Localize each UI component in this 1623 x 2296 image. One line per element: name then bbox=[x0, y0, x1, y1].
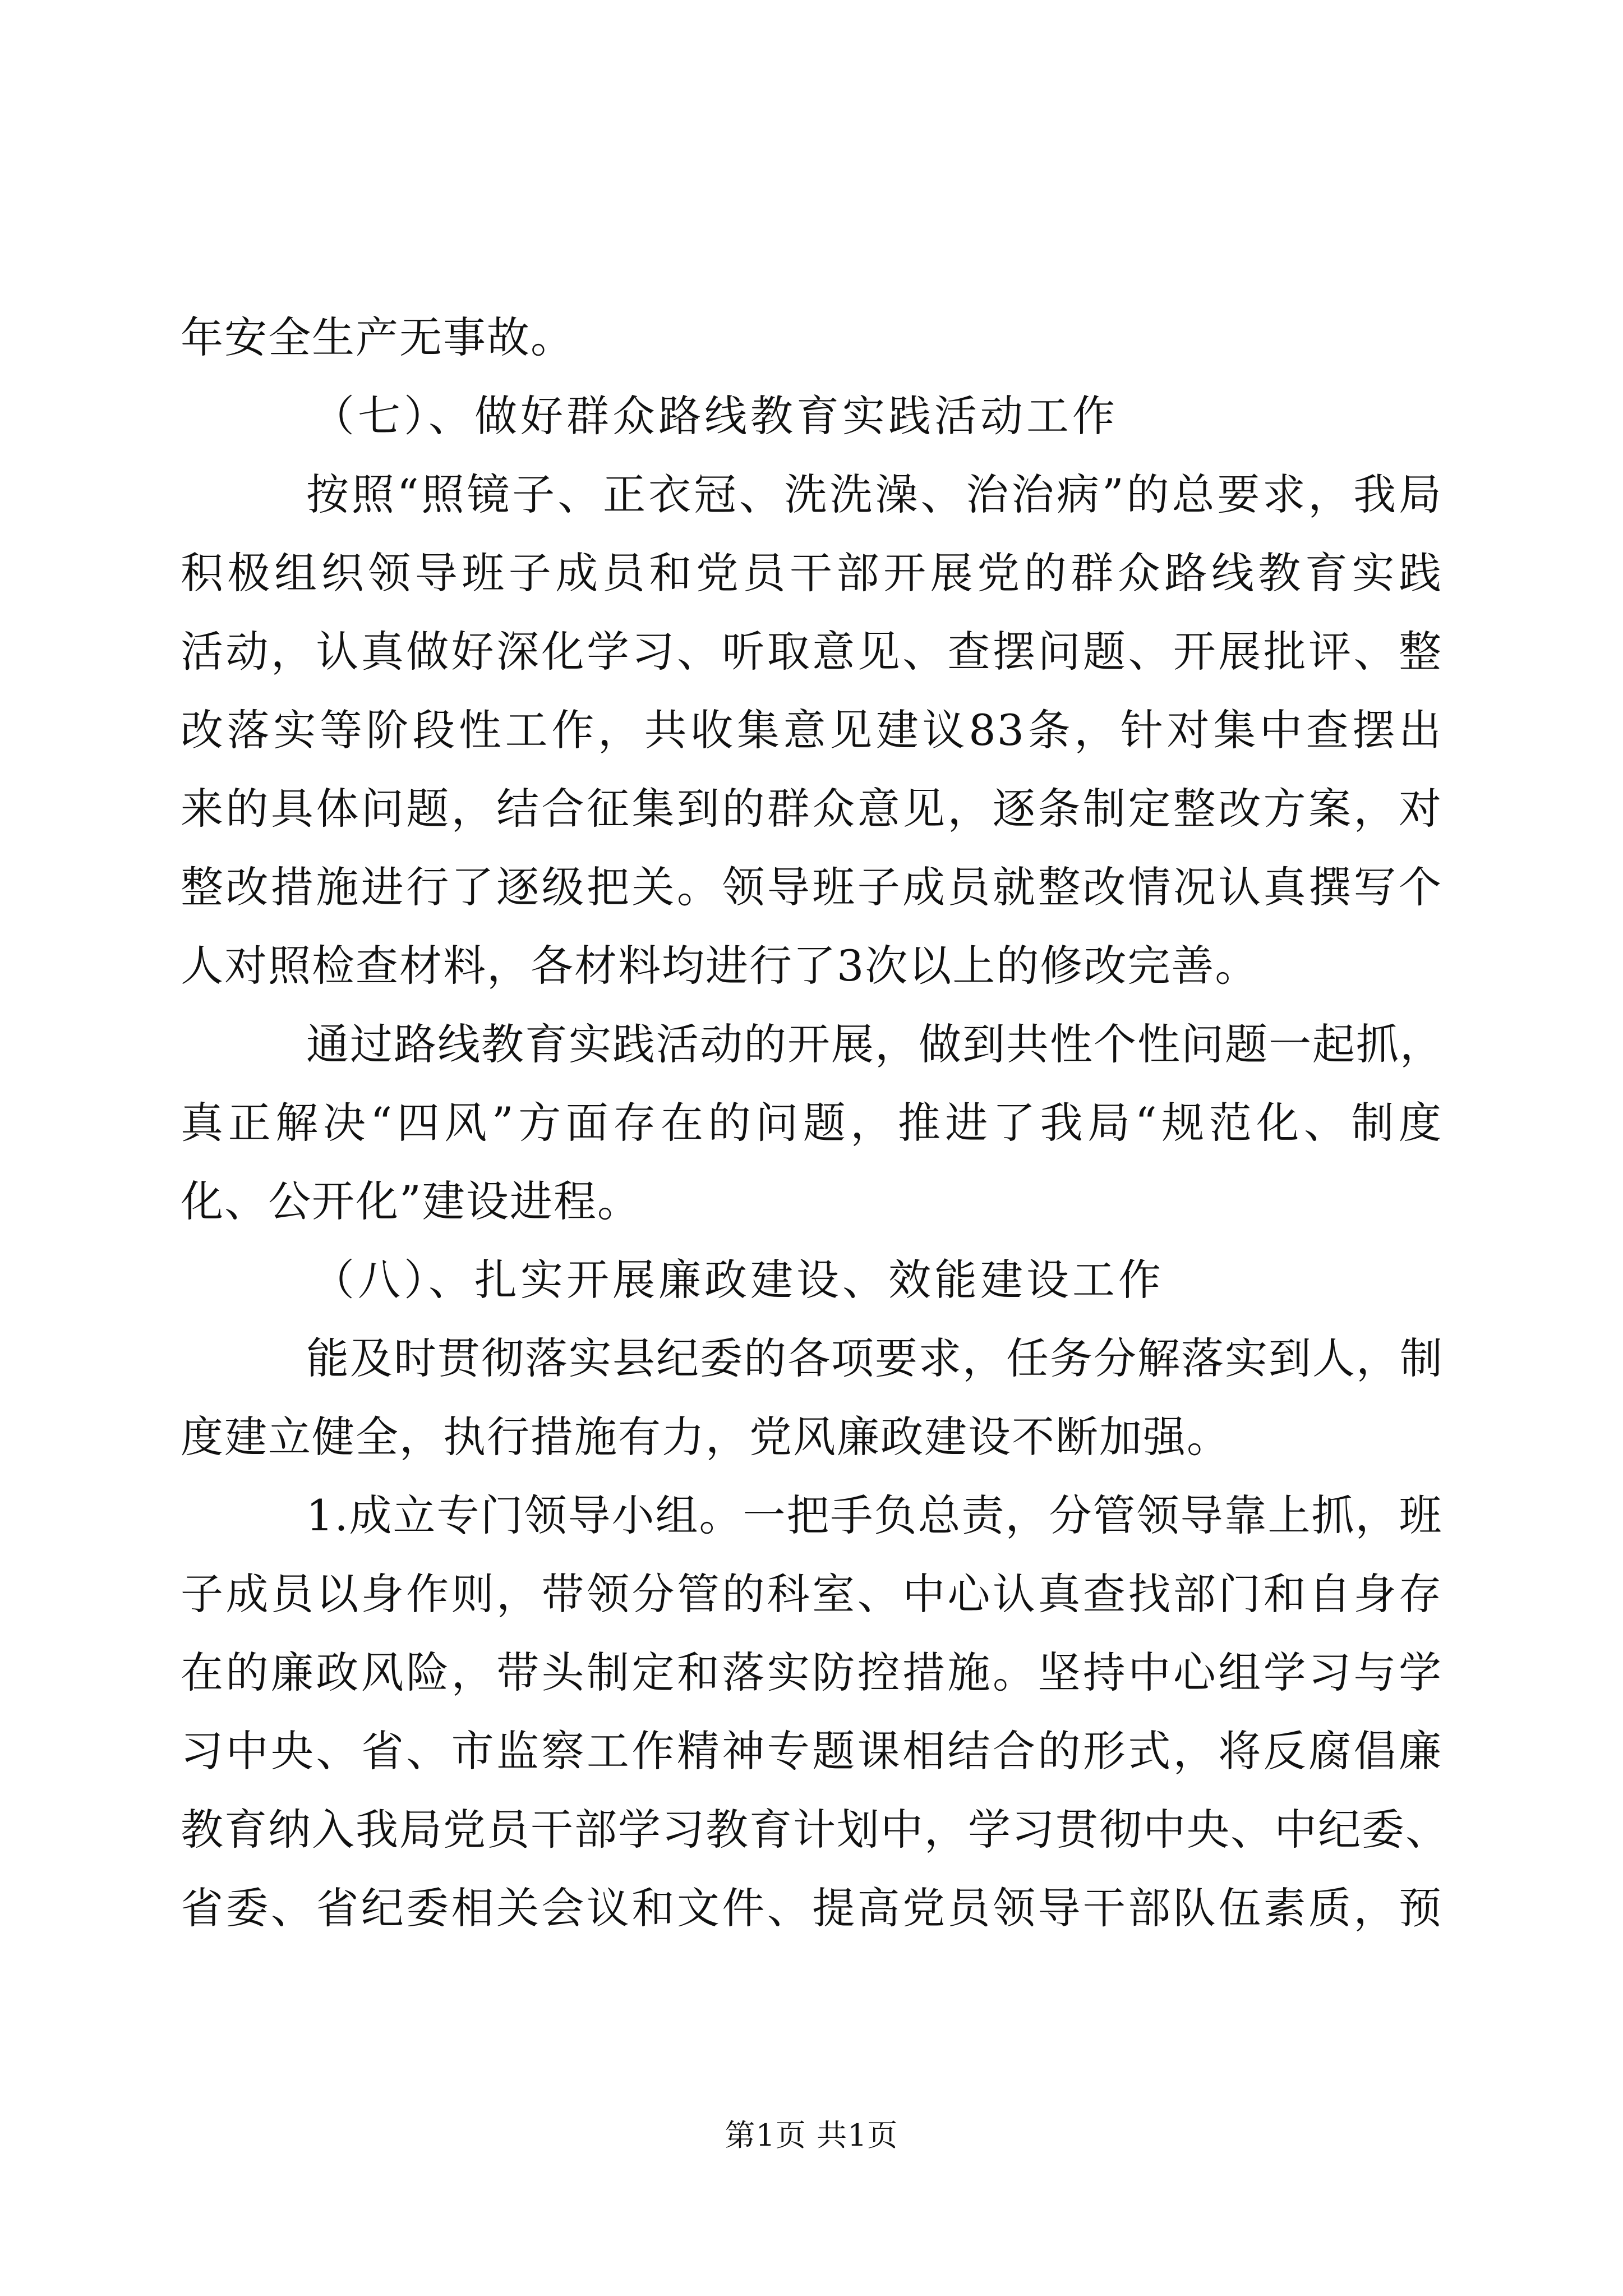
paragraph-line: 子成员以身作则，带领分管的科室、中心认真查找部门和自身存 bbox=[181, 1569, 1442, 1619]
paragraph-line: 教育纳入我局党员干部学习教育计划中，学习贯彻中央、中纪委、 bbox=[181, 1805, 1449, 1855]
paragraph-line: 来的具体问题，结合征集到的群众意见，逐条制定整改方案，对 bbox=[181, 784, 1442, 834]
paragraph-line: 改落实等阶段性工作，共收集意见建议83条，针对集中查摆出 bbox=[181, 705, 1442, 755]
page-footer: 第1页 共1页 bbox=[725, 2118, 898, 2153]
paragraph-line: 1.成立专门领导小组。一把手负总责，分管领导靠上抓，班 bbox=[306, 1490, 1443, 1540]
paragraph-line: 真正解决“四风”方面存在的问题，推进了我局“规范化、制度 bbox=[181, 1098, 1442, 1148]
paragraph-line: 能及时贯彻落实县纪委的各项要求，任务分解落实到人，制 bbox=[306, 1333, 1444, 1383]
paragraph-line: 整改措施进行了逐级把关。领导班子成员就整改情况认真撰写个 bbox=[181, 862, 1442, 912]
paragraph-line: 按照“照镜子、正衣冠、洗洗澡、治治病”的总要求，我局 bbox=[306, 470, 1442, 519]
paragraph-line: 化、公开化”建设进程。 bbox=[181, 1176, 641, 1226]
paragraph-line: 省委、省纪委相关会议和文件、提高党员领导干部队伍素质，预 bbox=[181, 1883, 1442, 1933]
paragraph-line: 活动，认真做好深化学习、听取意见、查摆问题、开展批评、整 bbox=[181, 627, 1442, 677]
paragraph-line: 度建立健全，执行措施有力，党风廉政建设不断加强。 bbox=[181, 1412, 1230, 1462]
paragraph-line: 年安全生产无事故。 bbox=[181, 312, 574, 362]
paragraph-line: 积极组织领导班子成员和党员干部开展党的群众路线教育实践 bbox=[181, 548, 1442, 598]
section-heading-8: （八）、扎实开展廉政建设、效能建设工作 bbox=[312, 1255, 1164, 1305]
section-heading-7: （七）、做好群众路线教育实践活动工作 bbox=[312, 391, 1118, 441]
paragraph-line: 在的廉政风险，带头制定和落实防控措施。坚持中心组学习与学 bbox=[181, 1648, 1442, 1697]
paragraph-line: 通过路线教育实践活动的开展，做到共性个性问题一起抓， bbox=[306, 1019, 1444, 1069]
paragraph-line: 习中央、省、市监察工作精神专题课相结合的形式，将反腐倡廉 bbox=[181, 1726, 1442, 1776]
paragraph-line: 人对照检查材料，各材料均进行了3次以上的修改完善。 bbox=[181, 941, 1259, 991]
